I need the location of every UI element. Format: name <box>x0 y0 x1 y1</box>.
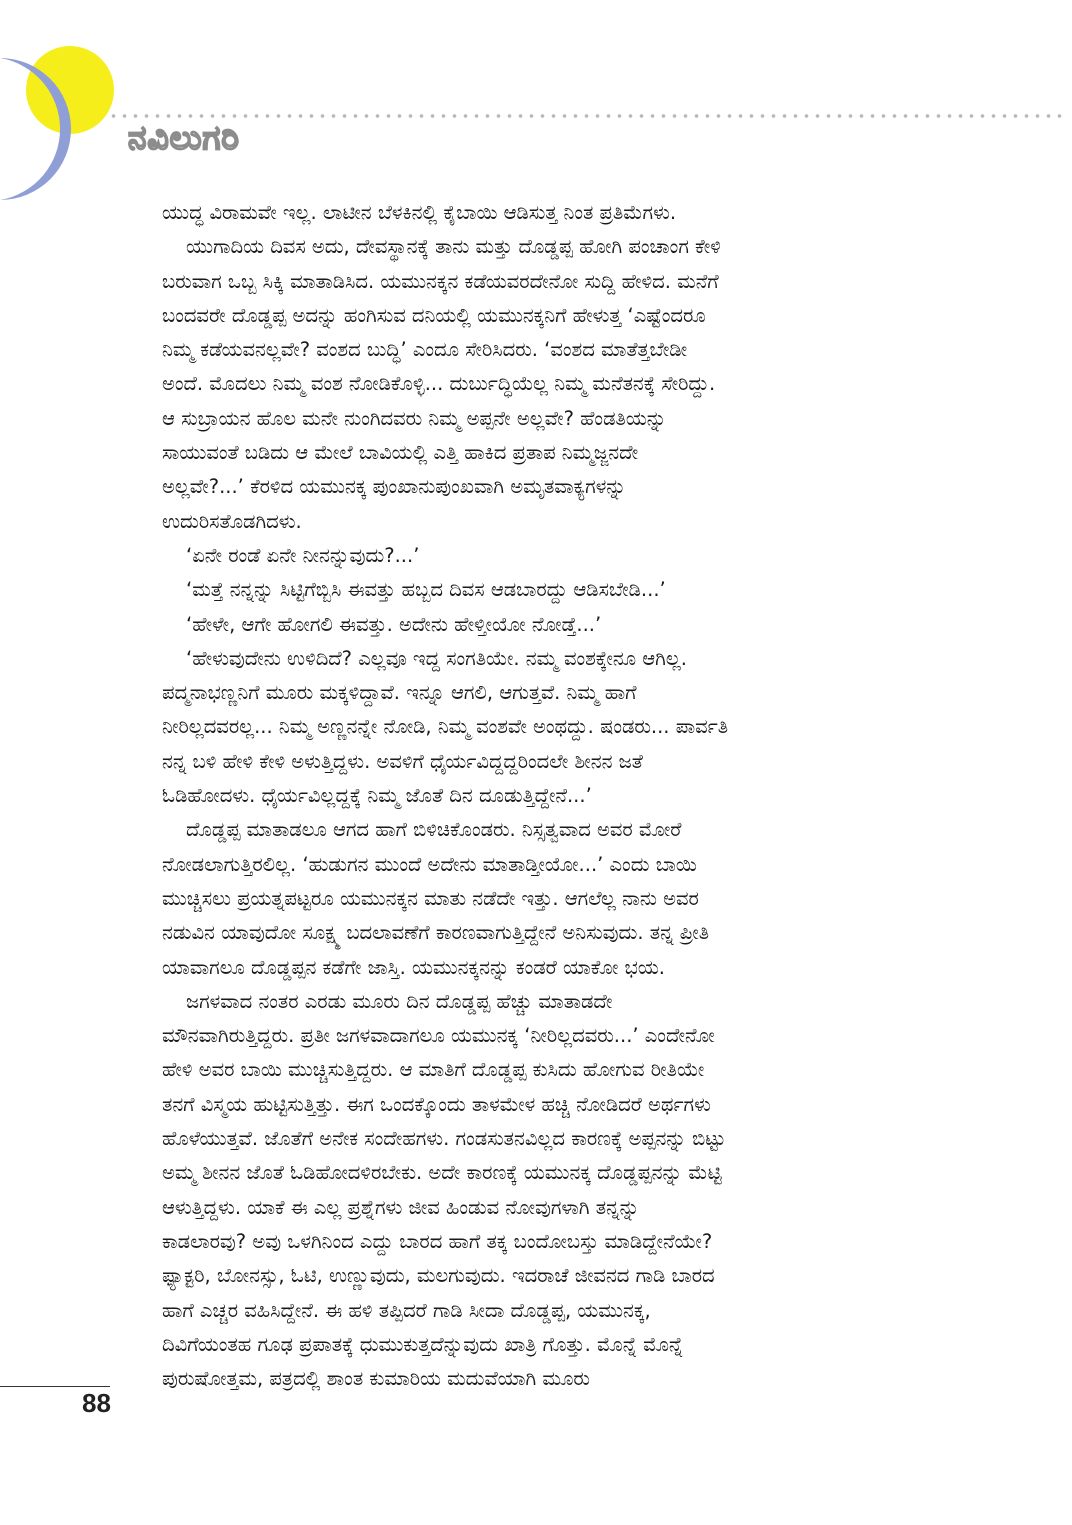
text-line: ಸಾಯುವಂತೆ ಬಡಿದು ಆ ಮೇಲೆ ಬಾವಿಯಲ್ಲಿ ಎತ್ತಿ ಹಾಕಿದ ಪ್ರತಾಪ ನಿಮ್ಮಜ್ಜನದೇ <box>162 441 639 465</box>
running-head-title: ನವಿಲುಗರಿ <box>128 118 240 157</box>
text-line: ಬಂದವರೇ ದೊಡ್ಡಪ್ಪ ಅದನ್ನು ಹಂಗಿಸುವ ದನಿಯಲ್ಲಿ ಯಮುನಕ್ಕನಿಗೆ ಹೇಳುತ್ತ ‘ಎಷ್ಟೆಂದರೂ <box>162 303 706 327</box>
text-line: ಪುರುಷೋತ್ತಮ, ಪತ್ರದಲ್ಲಿ ಶಾಂತ ಕುಮಾರಿಯ ಮದುವೆಯಾಗಿ ಮೂರು <box>162 1367 590 1391</box>
text-line: ‘ಏನೇ ರಂಡೆ ಏನೇ ನೀನನ್ನುವುದು?...’ <box>186 543 420 567</box>
text-line: ಮೌನವಾಗಿರುತ್ತಿದ್ದರು. ಪ್ರತೀ ಜಗಳವಾದಾಗಲೂ ಯಮುನಕ್ಕ ‘ನೀರಿಲ್ಲದವರು...’ ಎಂದೇನೋ <box>162 1024 715 1048</box>
text-line: ಆಳುತ್ತಿದ್ದಳು. ಯಾಕೆ ಈ ಎಲ್ಲ ಪ್ರಶ್ನೆಗಳು ಜೀವ ಹಿಂಡುವ ನೋವುಗಳಾಗಿ ತನ್ನನ್ನು <box>162 1195 640 1219</box>
text-line: ಪದ್ಮನಾಭಣ್ಣನಿಗೆ ಮೂರು ಮಕ್ಕಳಿದ್ದಾವೆ. ಇನ್ನೂ ಆಗಲಿ, ಆಗುತ್ತವೆ. ನಿಮ್ಮ ಹಾಗೆ <box>162 681 637 705</box>
text-line: ಹೇಳಿ ಅವರ ಬಾಯಿ ಮುಚ್ಚಿಸುತ್ತಿದ್ದರು. ಆ ಮಾತಿಗೆ ದೊಡ್ಡಪ್ಪ ಕುಸಿದು ಹೋಗುವ ರೀತಿಯೇ <box>162 1058 705 1082</box>
text-line: ತನಗೆ ವಿಸ್ಮಯ ಹುಟ್ಟಿಸುತ್ತಿತ್ತು. ಈಗ ಒಂದಕ್ಕೊಂದು ತಾಳಮೇಳ ಹಚ್ಚಿ ನೋಡಿದರೆ ಅರ್ಥಗಳು <box>162 1092 711 1116</box>
page-number: 88 <box>82 1388 111 1418</box>
text-line: ಕಾಡಲಾರವು? ಅವು ಒಳಗಿನಿಂದ ಎದ್ದು ಬಾರದ ಹಾಗೆ ತಕ್ಕ ಬಂದೋಬಸ್ತು ಮಾಡಿದ್ದೇನೆಯೇ? <box>162 1229 713 1253</box>
text-line: ಯುಗಾದಿಯ ದಿವಸ ಅದು, ದೇವಸ್ಥಾನಕ್ಕೆ ತಾನು ಮತ್ತು ದೊಡ್ಡಪ್ಪ ಹೋಗಿ ಪಂಚಾಂಗ ಕೇಳಿ <box>186 235 721 259</box>
text-line: ದಿವಿಗೆಯಂತಹ ಗೂಢ ಪ್ರಪಾತಕ್ಕೆ ಧುಮುಕುತ್ತದೆನ್ನುವುದು ಖಾತ್ರಿ ಗೊತ್ತು. ಮೊನ್ನೆ ಮೊನ್ನೆ <box>162 1332 684 1356</box>
text-line: ಹೊಳೆಯುತ್ತವೆ. ಜೊತೆಗೆ ಅನೇಕ ಸಂದೇಹಗಳು. ಗಂಡಸುತನವಿಲ್ಲದ ಕಾರಣಕ್ಕೆ ಅಪ್ಪನನ್ನು ಬಿಟ್ಟು <box>162 1127 726 1151</box>
footer-rule <box>0 1386 110 1387</box>
text-line: ಅಮ್ಮ ಶೀನನ ಜೊತೆ ಓಡಿಹೋದಳಿರಬೇಕು. ಅದೇ ಕಾರಣಕ್ಕೆ ಯಮುನಕ್ಕ ದೊಡ್ಡಪ್ಪನನ್ನು ಮೆಟ್ಟಿ <box>162 1161 722 1185</box>
text-line: ಯಾವಾಗಲೂ ದೊಡ್ಡಪ್ಪನ ಕಡೆಗೇ ಜಾಸ್ತಿ. ಯಮುನಕ್ಕನನ್ನು ಕಂಡರೆ ಯಾಕೋ ಭಯ. <box>162 955 665 979</box>
text-line: ನನ್ನ ಬಳಿ ಹೇಳಿ ಕೇಳಿ ಅಳುತ್ತಿದ್ದಳು. ಅವಳಿಗೆ ಧೈರ್ಯವಿದ್ದದ್ದರಿಂದಲೇ ಶೀನನ ಜತೆ <box>162 749 643 773</box>
text-line: ಅಲ್ಲವೇ?...’ ಕೆರಳಿದ ಯಮುನಕ್ಕ ಪುಂಖಾನುಪುಂಖವಾಗಿ ಅಮೃತವಾಕ್ಯಗಳನ್ನು <box>162 475 626 499</box>
text-line: ನೀರಿಲ್ಲದವರಲ್ಲ... ನಿಮ್ಮ ಅಣ್ಣನನ್ನೇ ನೋಡಿ, ನಿಮ್ಮ ವಂಶವೇ ಅಂಥದ್ದು. ಷಂಡರು... ಪಾರ್ವತಿ <box>162 715 729 739</box>
text-line: ನಡುವಿನ ಯಾವುದೋ ಸೂಕ್ಷ್ಮ ಬದಲಾವಣೆಗೆ ಕಾರಣವಾಗುತ್ತಿದ್ದೇನೆ ಅನಿಸುವುದು. ತನ್ನ ಪ್ರೀತಿ <box>162 921 710 945</box>
text-line: ‘ಮತ್ತೆ ನನ್ನನ್ನು ಸಿಟ್ಟಿಗೆಬ್ಬಿಸಿ ಈವತ್ತು ಹಬ್ಬದ ದಿವಸ ಆಡಬಾರದ್ದು ಆಡಿಸಬೇಡಿ...’ <box>186 578 666 602</box>
header-dotted-rule <box>108 114 1068 118</box>
corner-circles-decoration <box>0 0 130 210</box>
text-line: ‘ಹೇಳೇ, ಆಗೇ ಹೋಗಲಿ ಈವತ್ತು. ಅದೇನು ಹೇಳ್ತೀಯೋ ನೋಡ್ತೆ...’ <box>186 612 602 636</box>
text-line: ಉದುರಿಸತೊಡಗಿದಳು. <box>162 509 302 533</box>
text-line: ಬರುವಾಗ ಒಬ್ಬ ಸಿಕ್ಕಿ ಮಾತಾಡಿಸಿದ. ಯಮುನಕ್ಕನ ಕಡೆಯವರದೇನೋ ಸುದ್ದಿ ಹೇಳಿದ. ಮನೆಗೆ <box>162 269 719 293</box>
text-line: ಅಂದೆ. ಮೊದಲು ನಿಮ್ಮ ವಂಶ ನೋಡಿಕೊಳ್ಳಿ... ದುರ್ಬುದ್ಧಿಯೆಲ್ಲ ನಿಮ್ಮ ಮನೆತನಕ್ಕೆ ಸೇರಿದ್ದು. <box>162 372 716 396</box>
text-line: ಮುಚ್ಚಿಸಲು ಪ್ರಯತ್ನಪಟ್ಟರೂ ಯಮುನಕ್ಕನ ಮಾತು ನಡೆದೇ ಇತ್ತು. ಆಗಲೆಲ್ಲ ನಾನು ಅವರ <box>162 886 699 910</box>
body-text <box>162 196 922 1396</box>
text-line: ದೊಡ್ಡಪ್ಪ ಮಾತಾಡಲೂ ಆಗದ ಹಾಗೆ ಬಿಳಿಚಿಕೊಂಡರು. ನಿಸ್ಸತ್ವವಾದ ಅವರ ಮೋರೆ <box>186 818 682 842</box>
text-line: ‘ಹೇಳುವುದೇನು ಉಳಿದಿದೆ? ಎಲ್ಲವೂ ಇದ್ದ ಸಂಗತಿಯೇ. ನಮ್ಮ ವಂಶಕ್ಕೇನೂ ಆಗಿಲ್ಲ. <box>186 646 688 670</box>
text-line: ಜಗಳವಾದ ನಂತರ ಎರಡು ಮೂರು ದಿನ ದೊಡ್ಡಪ್ಪ ಹೆಚ್ಚು ಮಾತಾಡದೇ <box>186 989 613 1013</box>
text-line: ಆ ಸುಬ್ರಾಯನ ಹೊಲ ಮನೇ ನುಂಗಿದವರು ನಿಮ್ಮ ಅಪ್ಪನೇ ಅಲ್ಲವೇ? ಹೆಂಡತಿಯನ್ನು <box>162 406 667 430</box>
text-line: ನೋಡಲಾಗುತ್ತಿರಲಿಲ್ಲ. ‘ಹುಡುಗನ ಮುಂದೆ ಅದೇನು ಮಾತಾಡ್ತೀಯೋ...’ ಎಂದು ಬಾಯಿ <box>162 852 697 876</box>
text-line: ಹಾಗೆ ಎಚ್ಚರ ವಹಿಸಿದ್ದೇನೆ. ಈ ಹಳಿ ತಪ್ಪಿದರೆ ಗಾಡಿ ಸೀದಾ ದೊಡ್ಡಪ್ಪ, ಯಮುನಕ್ಕ, <box>162 1298 651 1322</box>
text-line: ನಿಮ್ಮ ಕಡೆಯವನಲ್ಲವೇ? ವಂಶದ ಬುದ್ಧಿ’ ಎಂದೂ ಸೇರಿಸಿದರು. ‘ವಂಶದ ಮಾತೆತ್ತಬೇಡೀ <box>162 338 688 362</box>
text-line: ಯುದ್ಧ ವಿರಾಮವೇ ಇಲ್ಲ. ಲಾಟೀನ ಬೆಳಕಿನಲ್ಲಿ ಕೈಬಾಯಿ ಆಡಿಸುತ್ತ ನಿಂತ ಪ್ರತಿಮೆಗಳು. <box>162 201 677 224</box>
text-line: ಫ್ಯಾಕ್ಟರಿ, ಬೋನಸ್ಸು, ಓಟಿ, ಉಣ್ಣುವುದು, ಮಲಗುವುದು. ಇದರಾಚೆ ಜೀವನದ ಗಾಡಿ ಬಾರದ <box>162 1264 715 1288</box>
text-line: ಓಡಿಹೋದಳು. ಧೈರ್ಯವಿಲ್ಲದ್ದಕ್ಕೆ ನಿಮ್ಮ ಜೊತೆ ದಿನ ದೂಡುತ್ತಿದ್ದೇನೆ...’ <box>162 784 592 808</box>
